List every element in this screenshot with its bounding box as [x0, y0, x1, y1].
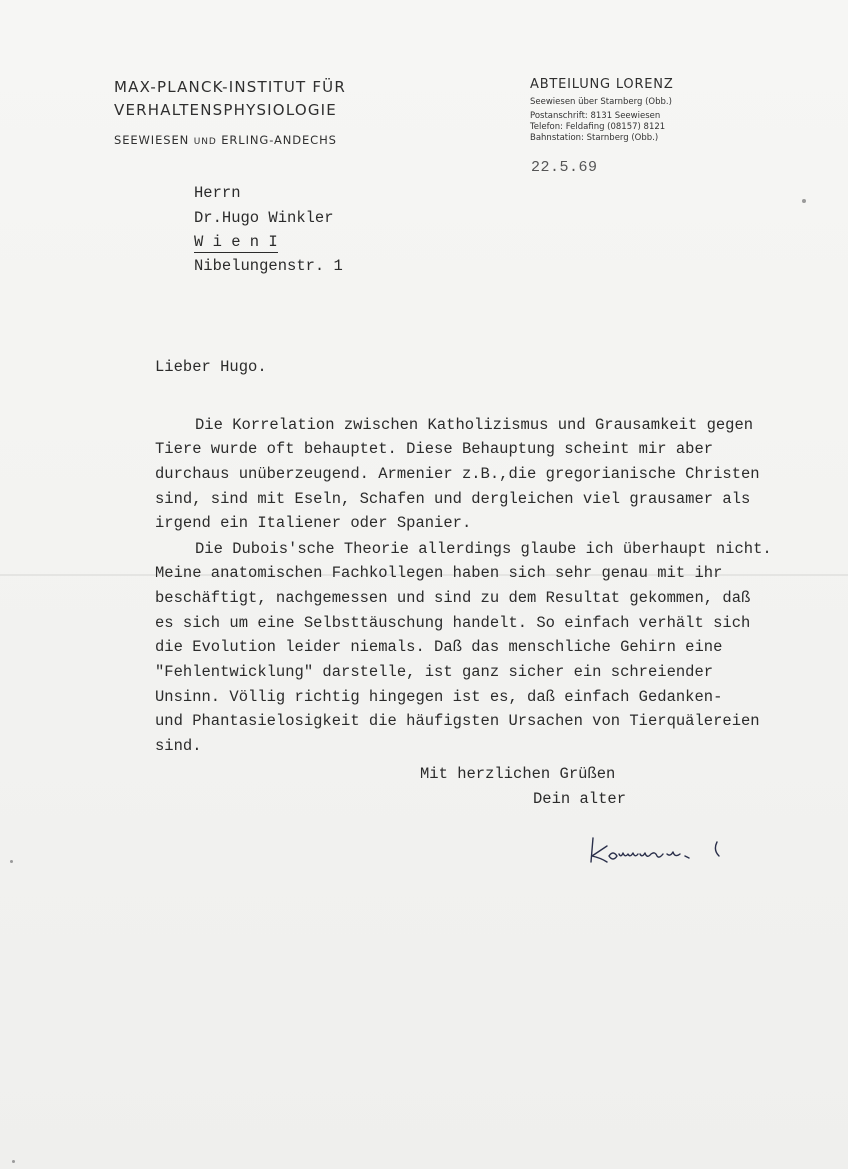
- body-line: beschäftigt, nachgemessen und sind zu dem Resultat gekommen, daß: [155, 589, 751, 607]
- recipient-city: [194, 233, 278, 251]
- paper-speck: [10, 860, 13, 863]
- body-line: "Fehlentwicklung" darstelle, ist ganz sicher ein schreiender: [155, 663, 714, 681]
- body-line: es sich um eine Selbsttäuschung handelt. So einfach verhält sich: [155, 614, 751, 632]
- body-line: und Phantasielosigkeit die häufigsten Ursachen von Tierquälereien: [155, 712, 760, 730]
- dept-phone-line: Telefon: Feldafing (08157) 8121: [530, 122, 666, 132]
- body-line: Die Korrelation zwischen Katholizismus und Grausamkeit gegen: [195, 416, 754, 434]
- dept-postal-line: Postanschrift: 8131 Seewiesen: [530, 111, 661, 121]
- paper-speck: [12, 1160, 15, 1163]
- body-line: die Evolution leider niemals. Daß das menschliche Gehirn eine: [155, 638, 723, 656]
- institute-name-line1: MAX-PLANCK-INSTITUT FÜR: [114, 78, 346, 96]
- body-line: Die Dubois'sche Theorie allerdings glaube ich überhaupt nicht.: [195, 540, 772, 558]
- dept-address-line: Seewiesen über Starnberg (Obb.): [530, 97, 672, 107]
- department-title: ABTEILUNG LORENZ: [530, 77, 674, 92]
- body-line: Meine anatomischen Fachkollegen haben sich sehr genau mit ihr: [155, 564, 723, 582]
- letter-date: 22.5.69: [531, 159, 598, 176]
- location-seewiesen: SEEWIESEN: [114, 133, 190, 147]
- closing-line1: Mit herzlichen Grüßen: [420, 765, 616, 783]
- body-line: sind.: [155, 737, 202, 755]
- recipient-street: Nibelungenstr. 1: [194, 257, 343, 275]
- recipient-herrn: Herrn: [194, 184, 241, 202]
- body-line: irgend ein Italiener oder Spanier.: [155, 514, 472, 532]
- dept-station-line: Bahnstation: Starnberg (Obb.): [530, 133, 659, 143]
- body-line: sind, sind mit Eseln, Schafen und dergleichen viel grausamer als: [155, 490, 751, 508]
- body-line: Unsinn. Völlig richtig hingegen ist es, daß einfach Gedanken-: [155, 688, 723, 706]
- greeting: Lieber Hugo.: [155, 358, 267, 376]
- location-erling-andechs: ERLING-ANDECHS: [221, 133, 337, 147]
- closing-line2: Dein alter: [533, 790, 627, 808]
- recipient-name: Dr.Hugo Winkler: [194, 209, 334, 227]
- institute-name-line2: VERHALTENSPHYSIOLOGIE: [114, 101, 337, 119]
- body-line: Tiere wurde oft behauptet. Diese Behauptung scheint mir aber: [155, 440, 714, 458]
- recipient-city-text: W i e n I: [194, 233, 278, 251]
- location-und: UND: [193, 137, 217, 147]
- handwritten-signature: [585, 832, 735, 872]
- body-line: durchaus unüberzeugend. Armenier z.B.,die gregorianische Christen: [155, 465, 760, 483]
- institute-locations: [114, 133, 337, 147]
- paper-speck: [802, 199, 806, 203]
